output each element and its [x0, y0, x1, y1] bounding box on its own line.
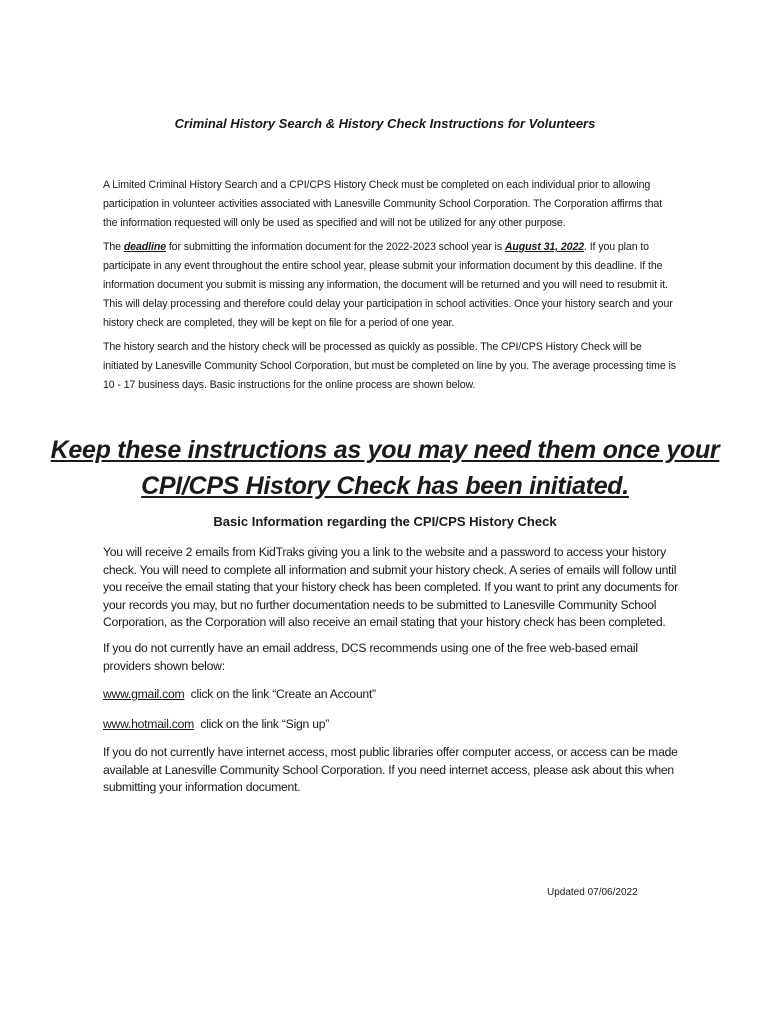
updated-date: Updated 07/06/2022 [547, 887, 638, 898]
deadline-paragraph [103, 238, 678, 333]
internet-access-paragraph: If you do not currently have internet access, most public libraries offer computer access, or access can be made available at Lanesville Community School Corporation. If you need internet access, please ask about this when submitting your information document. [103, 745, 678, 794]
document-title: Criminal History Search & History Check Instructions for Volunteers [174, 116, 596, 131]
hotmail-instruction: click on the link “Sign up” [194, 717, 330, 731]
gmail-instruction: click on the link “Create an Account” [184, 687, 376, 701]
keep-instructions-headline [0, 432, 770, 504]
gmail-link[interactable]: www.gmail.com [103, 687, 185, 701]
basic-info-subheading: Basic Information regarding the CPI/CPS History Check [213, 514, 557, 529]
headline-line-1: Keep these instructions as you may need them once your [50, 436, 720, 464]
deadline-post-text: . If you plan to participate in any event throughout the entire school year, please submit your information document by this deadline. If the information document you submit is missing any information, the document will be returned and you will need to resubmit it. This will delay processing and therefore could delay your participation in school activities. Once your history search and your history check are completed, they will be kept on file for a period of one year. [103, 241, 673, 329]
headline-line-2: CPI/CPS History Check has been initiated. [141, 472, 629, 500]
intro-paragraph: A Limited Criminal History Search and a CPI/CPS History Check must be completed on each individual prior to allowing participation in volunteer activities associated with Lanesville Community School Corporation. The Corporation affirms that the information requested will only be used as specified and will not be utilized for any other purpose. [103, 179, 663, 229]
deadline-pre-text: The [103, 241, 124, 253]
kidtraks-paragraph: You will receive 2 emails from KidTraks giving you a link to the website and a password to access your history check. You will need to complete all information and submit your history check. A series of emails will follow until you receive the email stating that your history check has been completed. If you want to print any documents for your records you may, but no further documentation needs to be submitted to Lanesville Community School Corporation, as the Corporation will also receive an email stating that your history check has been completed. [103, 545, 678, 629]
email-paragraph: If you do not currently have an email address, DCS recommends using one of the free web-based email providers shown below: [103, 641, 638, 673]
hotmail-link[interactable]: www.hotmail.com [103, 717, 195, 731]
processing-paragraph: The history search and the history check will be processed as quickly as possible. The CPI/CPS History Check will be initiated by Lanesville Community School Corporation, but must be completed on line by you. The average processing time is 10 - 17 business days. Basic instructions for the online process are shown below. [103, 341, 676, 391]
deadline-date: August 31, 2022 [504, 241, 585, 253]
gmail-line [103, 686, 678, 704]
hotmail-line [103, 716, 678, 734]
deadline-mid-text: for submitting the information document for the 2022-2023 school year is [166, 241, 505, 253]
deadline-word: deadline [123, 241, 166, 253]
